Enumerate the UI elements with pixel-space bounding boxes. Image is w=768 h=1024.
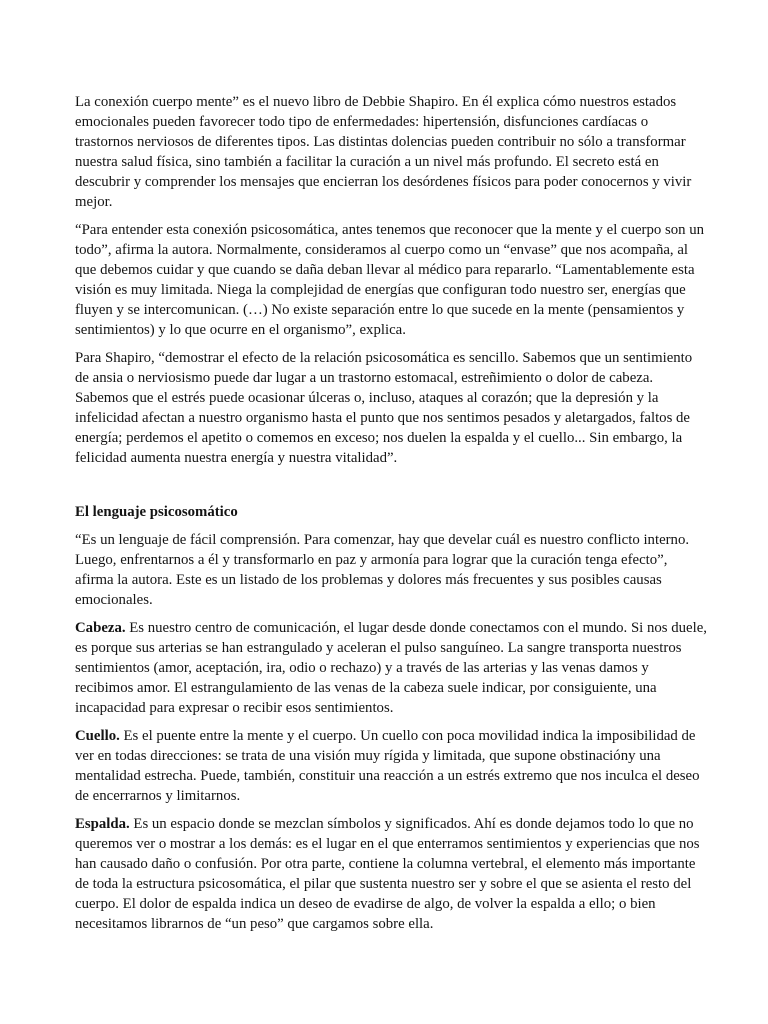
text-line: queremos ver o mostrar a los demás: es el lugar en el que enterramos sentimientos y experiencias que nos bbox=[75, 836, 700, 852]
lead-term: Cabeza. bbox=[75, 620, 126, 636]
lead-term: Espalda. bbox=[75, 816, 130, 832]
text-line bbox=[75, 814, 735, 834]
text-line: han causado daño o confusión. Por otra parte, contiene la columna vertebral, el elemento más importante bbox=[75, 856, 696, 872]
text-line: afirma la autora. Este es un listado de los problemas y dolores más frecuentes y sus posibles causas bbox=[75, 572, 662, 588]
text-line: “Es un lenguaje de fácil comprensión. Para comenzar, hay que develar cuál es nuestro conflicto interno. bbox=[75, 532, 690, 548]
text-line: sentimientos (amor, aceptación, ira, odio o rechazo) y a través de las arterias y las venas damos y bbox=[75, 660, 649, 676]
text-line: Luego, enfrentarnos a él y transformarlo en paz y armonía para lograr que la curación tenga efecto”, bbox=[75, 552, 668, 568]
text-line: sentimientos) y lo que ocurre en el organismo”, explica. bbox=[75, 322, 406, 338]
text-line: Para Shapiro, “demostrar el efecto de la relación psicosomática es sencillo. Sabemos que un sentimiento bbox=[75, 350, 693, 366]
text-line: ver en todas direcciones: se trata de una visión muy rígida y limitada, que supone obstinacióny una bbox=[75, 748, 661, 764]
paragraph-espalda bbox=[75, 814, 735, 934]
text-line: todo”, afirma la autora. Normalmente, consideramos al cuerpo como un “envase” que nos acompaña, al bbox=[75, 242, 689, 258]
text-line bbox=[75, 726, 735, 746]
text-line: emocionales pueden favorecer todo tipo de enfermedades: hipertensión, disfunciones cardíacas o bbox=[75, 114, 649, 130]
text-line: felicidad aumenta nuestra energía y nuestra vitalidad”. bbox=[75, 450, 398, 466]
text-line: de toda la estructura psicosomática, el pilar que sustenta nuestro ser y sobre el que se asienta el resto del bbox=[75, 876, 692, 892]
text-line: infelicidad afectan a nuestro organismo hasta el punto que nos sentimos pesados y aletargados, faltos de bbox=[75, 410, 691, 426]
text-line: que debemos cuidar y que cuando se daña deban llevar al médico para repararlo. “Lamentablemente esta bbox=[75, 262, 695, 278]
text-line: mejor. bbox=[75, 194, 113, 210]
text-line: incapacidad para expresar o recibir esos sentimientos. bbox=[75, 700, 394, 716]
document-body bbox=[75, 92, 735, 942]
text-line: emocionales. bbox=[75, 592, 153, 608]
text-line: de ansia o nerviosismo puede dar lugar a un trastorno estomacal, estreñimiento o dolor de cabeza. bbox=[75, 370, 654, 386]
lead-term: Cuello. bbox=[75, 728, 120, 744]
text-line: recibimos amor. El estrangulamiento de las venas de la cabeza suele indicar, por consiguiente, una bbox=[75, 680, 657, 696]
text-line: Sabemos que el estrés puede ocasionar úlceras o, incluso, ataques al corazón; que la depresión y la bbox=[75, 390, 659, 406]
text-line: trastornos nerviosos de diferentes tipos. Las distintas dolencias pueden contribuir no sólo a transformar bbox=[75, 134, 686, 150]
text-line bbox=[75, 618, 735, 638]
paragraph-cabeza bbox=[75, 618, 735, 718]
paragraph bbox=[75, 348, 735, 468]
text-line: descubrir y comprender los mensajes que encierran los desórdenes físicos para poder conocernos y vivir bbox=[75, 174, 692, 190]
text-line: nuestra salud física, sino también a facilitar la curación a un nivel más profundo. El secreto está en bbox=[75, 154, 659, 170]
text-line: La conexión cuerpo mente” es el nuevo libro de Debbie Shapiro. En él explica cómo nuestros estados bbox=[75, 94, 677, 110]
paragraph bbox=[75, 220, 735, 340]
text-line: energía; perdemos el apetito o comemos en exceso; nos duelen la espalda y el cuello... Sin embargo, la bbox=[75, 430, 683, 446]
text-line: de encerrarnos y limitarnos. bbox=[75, 788, 241, 804]
text-line: cuerpo. El dolor de espalda indica un deseo de evadirse de algo, de volver la espalda a ello; o bien bbox=[75, 896, 656, 912]
text-line-body: Es nuestro centro de comunicación, el lugar desde donde conectamos con el mundo. Si nos duele, bbox=[129, 620, 707, 636]
paragraph bbox=[75, 530, 735, 610]
paragraph bbox=[75, 92, 735, 212]
text-line: necesitamos librarnos de “un peso” que cargamos sobre ella. bbox=[75, 916, 434, 932]
text-line: es porque sus arterias se han estrangulado y aceleran el pulso sanguíneo. La sangre transporta nuestros bbox=[75, 640, 682, 656]
text-line: “Para entender esta conexión psicosomática, antes tenemos que reconocer que la mente y el cuerpo son un bbox=[75, 222, 705, 238]
text-line-body: Es el puente entre la mente y el cuerpo. Un cuello con poca movilidad indica la imposibilidad de bbox=[123, 728, 696, 744]
section-heading: El lenguaje psicosomático bbox=[75, 504, 238, 520]
text-line: mentalidad estrecha. Puede, también, constituir una reacción a un estrés extremo que nos inculca el deseo bbox=[75, 768, 700, 784]
paragraph-cuello bbox=[75, 726, 735, 806]
text-line: visión es muy limitada. Niega la complejidad de energías que configuran todo nuestro ser, energías que bbox=[75, 282, 686, 298]
text-line-body: Es un espacio donde se mezclan símbolos y significados. Ahí es donde dejamos todo lo que no bbox=[133, 816, 694, 832]
text-line: fluyen y se intercomunican. (…) No existe separación entre lo que sucede en la mente (pensamientos y bbox=[75, 302, 685, 318]
